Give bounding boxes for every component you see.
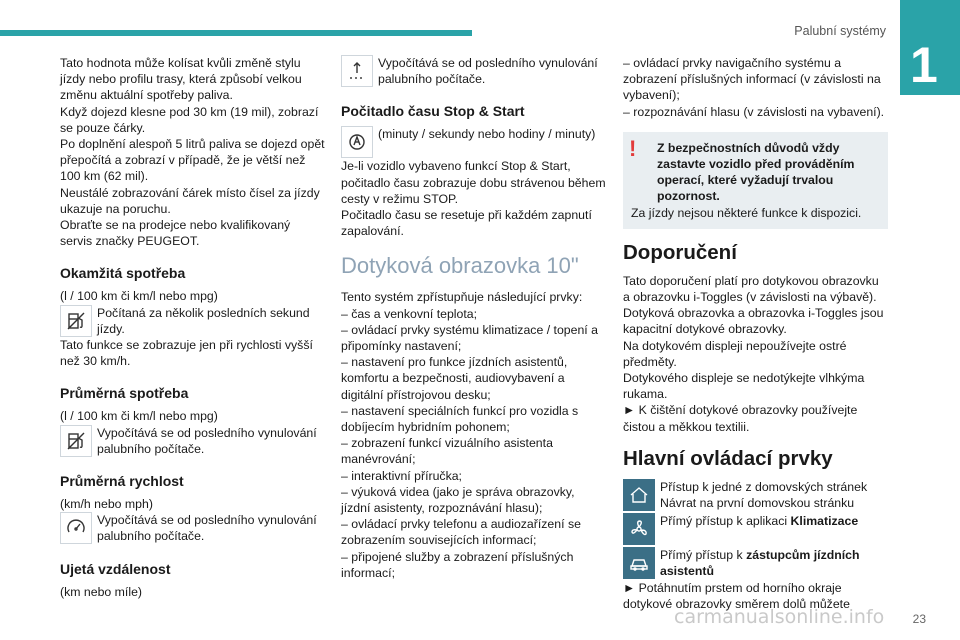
unit-text: (l / 100 km či km/l nebo mpg) — [60, 289, 218, 304]
page-number: 23 — [912, 612, 926, 626]
column-1 — [60, 55, 325, 600]
heading-instant-consumption: Okamžitá spotřeba — [60, 265, 186, 282]
paragraph: Neustálé zobrazování čárek místo čísel za jízdy ukazuje na poruchu. — [60, 185, 320, 216]
bold-text: zástupcům jízdních asistentů — [660, 548, 860, 579]
unit-text: (km/h nebo mph) — [60, 497, 153, 512]
paragraph: Tato doporučení platí pro dotykovou obrazovku a obrazovku i-Toggles (v závislosti na výbavě). — [623, 273, 879, 305]
paragraph: Tato funkce se zobrazuje jen při rychlosti vyšší než 30 km/h. — [60, 338, 313, 369]
list-item: – ovládací prvky navigačního systému a zobrazení příslušných informací (v závislosti na vybavení); — [623, 56, 881, 103]
distance-icon — [341, 55, 373, 87]
heading-stop-start-timer: Počitadlo času Stop & Start — [341, 103, 525, 120]
list-item: – rozpoznávání hlasu (v závislosti na vybavení). — [623, 104, 885, 119]
paragraph: Je-li vozidlo vybaveno funkcí Stop & Start, počitadlo času zobrazuje dobu strávenou během cesty v režimu STOP. — [341, 159, 606, 206]
paragraph: Po doplnění alespoň 5 litrů paliva se dojezd opět přepočítá a zobrazí v případě, že je větší než 100 km (62 mil). — [60, 137, 325, 184]
paragraph: Když dojezd klesne pod 30 km (19 mil), zobrazí se pouze čárky. — [60, 104, 319, 135]
icon-row — [60, 425, 325, 457]
stop-start-icon — [341, 126, 373, 158]
column-3 — [623, 55, 888, 612]
paragraph: Dotykového displeje se nedotýkejte vlhkýma rukama. — [623, 371, 865, 402]
paragraph: Návrat na první domovskou stránku — [660, 496, 855, 511]
fuel-pump-icon — [60, 305, 92, 337]
heading-average-speed: Průměrná rychlost — [60, 473, 184, 490]
bold-text: Klimatizace — [790, 514, 859, 529]
paragraph — [660, 513, 858, 529]
list-item: – výuková videa (jako je správa obrazovky, jízdní asistenty, rozpoznávání hlasu); — [341, 484, 575, 516]
paragraph: Vypočítává se od posledního vynulování palubního počítače. — [97, 425, 317, 456]
icon-row — [341, 126, 606, 158]
column-2 — [341, 55, 606, 581]
icon-row — [60, 512, 325, 544]
unit-text: (l / 100 km či km/l nebo mpg) — [60, 409, 218, 424]
paragraph — [660, 547, 888, 579]
paragraph: Počítaná za několik posledních sekund jízdy. — [97, 305, 310, 336]
speedometer-icon — [60, 512, 92, 544]
paragraph: ► Potáhnutím prstem od horního okraje dotykové obrazovky směrem dolů můžete — [623, 580, 850, 611]
list-item: – čas a venkovní teplota; — [341, 306, 478, 321]
paragraph: Na dotykovém displeji nepoužívejte ostré předměty. — [623, 338, 847, 369]
paragraph: Tato hodnota může kolísat kvůli změně stylu jízdy nebo profilu trasy, která způsobí velkou změnu aktuální spotřeby paliva. — [60, 56, 302, 103]
paragraph: Vypočítává se od posledního vynulování palubního počítače. — [97, 513, 317, 544]
text: Přímý přístup k aplikaci — [660, 514, 791, 529]
list-item: – ovládací prvky systému klimatizace / topení a připomínky nastavení; — [341, 322, 598, 354]
paragraph: Dotyková obrazovka a obrazovka i-Toggles jsou kapacitní dotykové obrazovky. — [623, 306, 884, 337]
icon-row — [341, 55, 606, 87]
watermark: carmanualsonline.info — [674, 606, 885, 628]
icon-row — [60, 305, 325, 337]
icon-row — [623, 513, 888, 545]
header-accent-bar — [0, 30, 472, 36]
heading-distance: Ujetá vzdálenost — [60, 560, 171, 577]
list-item: – ovládací prvky telefonu a audiozařízení se zobrazením souvisejících informací; — [341, 517, 581, 548]
paragraph: Počitadlo času se resetuje při každém zapnutí zapalování. — [341, 208, 592, 239]
icon-row — [623, 479, 888, 511]
warning-box — [623, 132, 888, 229]
list-item: – nastavení speciálních funkcí pro vozidla s dobíjecím hybridním pohonem; — [341, 403, 579, 435]
list-item: – připojené služby a zobrazení příslušných informací; — [341, 549, 574, 580]
text: Přímý přístup k — [660, 548, 747, 563]
warning-text: Za jízdy nejsou některé funkce k dispozici. — [631, 205, 862, 220]
icon-row — [623, 547, 888, 579]
paragraph: ► K čištění dotykové obrazovky používejte čistou a měkkou textilii. — [623, 403, 858, 434]
car-icon — [623, 547, 655, 579]
paragraph: Tento systém zpřístupňuje následující prvky: — [341, 290, 583, 305]
paragraph: Obraťte se na prodejce nebo kvalifikovaný servis značky PEUGEOT. — [60, 218, 291, 249]
warning-icon: ! — [629, 135, 637, 161]
section-title: Palubní systémy — [794, 24, 886, 38]
unit-text: (km nebo míle) — [60, 584, 143, 599]
paragraph: (minuty / sekundy nebo hodiny / minuty) — [378, 127, 596, 142]
heading-average-consumption: Průměrná spotřeba — [60, 385, 189, 402]
heading-main-controls: Hlavní ovládací prvky — [623, 446, 833, 470]
home-icon — [623, 479, 655, 511]
list-item: – interaktivní příručka; — [341, 468, 462, 483]
paragraph: Přístup k jedné z domovských stránek — [660, 479, 868, 494]
fuel-pump-icon — [60, 425, 92, 457]
heading-recommendations: Doporučení — [623, 240, 737, 264]
paragraph: Vypočítává se od posledního vynulování palubního počítače. — [378, 56, 598, 87]
list-item: – zobrazení funkcí vizuálního asistenta manévrování; — [341, 436, 553, 467]
list-item: – nastavení pro funkce jízdních asistentů, komfortu a bezpečnosti, audiovybavení a digitální přístrojovou desku; — [341, 355, 568, 402]
chapter-tab — [900, 0, 960, 95]
chapter-number: 1 — [910, 37, 938, 93]
heading-touchscreen: Dotyková obrazovka 10" — [341, 253, 579, 279]
climate-fan-icon — [623, 513, 655, 545]
warning-bold-text: Z bezpečnostních důvodů vždy zastavte vozidlo před prováděním operací, které vyžadují trvalou pozornost. — [657, 140, 855, 204]
